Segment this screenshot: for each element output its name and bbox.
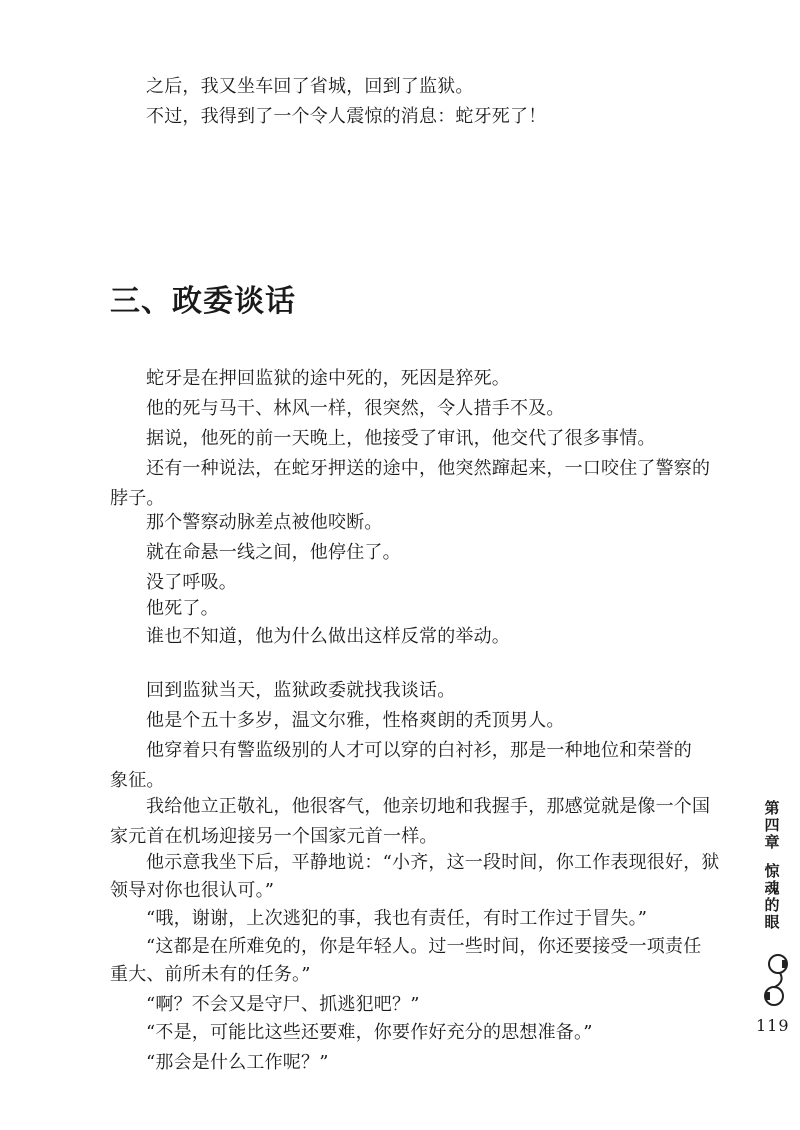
paragraph-line: 他穿着只有警监级别的人才可以穿的白衬衫，那是一种地位和荣誉的 bbox=[146, 740, 692, 761]
paragraph-line: 他示意我坐下后，平静地说：“小齐，这一段时间，你工作表现很好，狱 bbox=[146, 852, 720, 873]
side-tab-char: 四 bbox=[764, 816, 780, 834]
paragraph-line: 象征。 bbox=[110, 770, 165, 791]
page-number: 119 bbox=[756, 1016, 790, 1035]
paragraph-line: “啊？不会又是守尸、抓逃犯吧？” bbox=[146, 994, 420, 1015]
paragraph-line: 没了呼吸。 bbox=[146, 572, 237, 593]
paragraph-line: “哦，谢谢，上次逃犯的事，我也有责任，有时工作过于冒失。” bbox=[146, 908, 648, 929]
paragraph-line: 还有一种说法，在蛇牙押送的途中，他突然蹿起来，一口咬住了警察的 bbox=[146, 458, 711, 479]
paragraph-line: 那个警察动脉差点被他咬断。 bbox=[146, 512, 383, 533]
paragraph-line: 谁也不知道，他为什么做出这样反常的举动。 bbox=[146, 626, 510, 647]
paragraph-line: 脖子。 bbox=[110, 488, 165, 509]
paragraph-line: 我给他立正敬礼，他很客气，他亲切地和我握手，那感觉就是像一个国 bbox=[146, 796, 711, 817]
side-tab-char: 的 bbox=[764, 896, 780, 914]
paragraph-line: 家元首在机场迎接另一个国家元首一样。 bbox=[110, 826, 438, 847]
side-tab-char: 惊 bbox=[764, 862, 780, 880]
chapter-side-tab bbox=[758, 800, 786, 931]
paragraph-line: 他死了。 bbox=[146, 598, 219, 619]
paragraph-line: 他的死与马干、林风一样，很突然，令人措手不及。 bbox=[146, 398, 565, 419]
paragraph-line: 领导对你也很认可。” bbox=[110, 880, 275, 901]
side-tab-char: 魂 bbox=[764, 879, 780, 897]
paragraph-line: 据说，他死的前一天晚上，他接受了审讯，他交代了很多事情。 bbox=[146, 428, 656, 449]
handcuff-icon bbox=[762, 950, 790, 1012]
side-tab-char: 眼 bbox=[764, 913, 780, 931]
paragraph-line: “那会是什么工作呢？” bbox=[146, 1052, 329, 1073]
paragraph-line: “这都是在所难免的，你是年轻人。过一些时间，你还要接受一项责任 bbox=[146, 936, 702, 957]
paragraph-line: “不是，可能比这些还要难，你要作好充分的思想准备。” bbox=[146, 1022, 593, 1043]
paragraph-line: 不过，我得到了一个令人震惊的消息：蛇牙死了！ bbox=[146, 106, 547, 127]
side-tab-char: 章 bbox=[764, 833, 780, 851]
section-heading: 三、政委谈话 bbox=[110, 284, 296, 319]
side-tab-char: 第 bbox=[764, 799, 780, 817]
paragraph-line: 蛇牙是在押回监狱的途中死的，死因是猝死。 bbox=[146, 368, 510, 389]
paragraph-line: 就在命悬一线之间，他停住了。 bbox=[146, 542, 401, 563]
paragraph-line: 回到监狱当天，监狱政委就找我谈话。 bbox=[146, 680, 456, 701]
paragraph-line: 他是个五十多岁，温文尔雅，性格爽朗的秃顶男人。 bbox=[146, 710, 565, 731]
paragraph-line: 之后，我又坐车回了省城，回到了监狱。 bbox=[146, 76, 474, 97]
paragraph-line: 重大、前所未有的任务。” bbox=[110, 964, 311, 985]
